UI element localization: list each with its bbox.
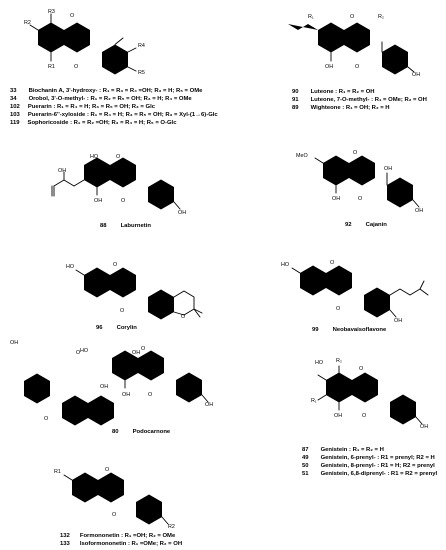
atom-oh: OH [394,318,403,324]
atom-o: O [44,416,49,422]
atom-ho: HO [281,262,290,268]
structure-80-lower [24,374,114,426]
atom-o: O [70,13,75,19]
atom-oh: OH [94,198,103,204]
compound-87: 87 Genistein : R₁ = R₂ = H [302,447,384,453]
atom-r4: R4 [138,43,145,49]
atom-o: O [120,308,125,314]
compound-89: 89 Wighteone : R₁ = OH; R₂ = H [292,105,390,111]
atom-r1: R1 [48,64,55,70]
atom-r1: R1 [54,469,61,475]
atom-oh: OH [205,402,214,408]
atom-ho: HO [315,360,324,366]
atom-oh: OH [58,168,67,174]
atom-oh: OH [325,64,334,70]
compound-91: 91 Luteone, 7-O-methyl- : R₁ = OMe; R₂ = OH [292,97,427,103]
compound-51: 51 Genistein, 6,8-diprenyl- : R1 = R2 = prenyl [302,471,438,477]
atom-o: O [141,346,146,352]
compound-96: 96 Corylin [96,325,137,331]
atom-oh: OH [415,208,424,214]
atom-o: O [350,14,355,20]
atom-oh: OH [420,424,429,430]
structure-92 [315,156,419,208]
atom-oh: OH [100,384,109,390]
compound-103: 103 Puerarin-6''-xyloside : R₁ = R₄ = H; R₃ = R₅ = OH; R₃ = Xyl-(1→6)-Glc [10,112,218,118]
atom-r2: R2 [168,524,175,530]
atom-oh: OH [132,350,141,356]
atom-oh: OH [10,340,19,346]
atom-r3: R3 [48,9,55,15]
compound-102: 102 Puerarin : R₁ = R₄ = H; R₃ = R₅ = OH; R₃ = Glc [10,104,155,110]
atom-o: O [330,260,335,266]
structure-96 [76,268,202,320]
compound-99: 99 Neobavaisoflavone [312,327,387,333]
atom-o: O [355,64,360,70]
structure-99 [292,266,428,318]
compound-33: 33 Biochanin A, 3'-hydroxy- : R₁ = R₃ = R₄ =OH; R₃ = H; R₅ = OMe [10,88,203,94]
atom-r1: R₁ [311,398,317,404]
prenyl-90 [288,24,318,40]
atom-o: O [105,467,110,473]
structure-88 [52,158,180,210]
atom-oh: OH [178,210,187,216]
atom-oh: OH [412,72,421,78]
atom-ho: HO [80,348,89,354]
atom-r5: R5 [138,70,145,76]
atom-o: O [121,198,126,204]
compound-119: 119 Sophoricoside : R₁ = R₂ =OH; R₃ = R₄ = H; R₅ = O-Glc [10,120,177,126]
atom-r2: R2 [24,20,31,26]
atom-o: O [74,64,79,70]
compound-132: 132 Formononetin : R₁ =OH; R₂ = OMe [60,533,176,539]
structure-33-34-102-103-119 [30,14,136,75]
atom-oh: OH [334,413,343,419]
atom-ho: HO [66,264,75,270]
atom-o: O [336,306,341,312]
atom-o: O [358,196,363,202]
compound-80: 80 Podocarnone [112,429,171,435]
atom-o: O [359,366,364,372]
atom-o: O [116,154,121,160]
compound-88: 88 Laburnetin [100,223,151,229]
atom-o: O [76,350,81,356]
compound-34: 34 Orobol, 3'-O-methyl- : R₁ = R₂ = R₅ = OH; R₃ = H; R₄ = OMe [10,96,192,102]
atom-r2: R₂ [378,14,384,20]
atom-o: O [181,314,186,320]
compound-49: 49 Genistein, 6-prenyl- : R1 = prenyl; R2 = H [302,455,435,461]
atom-r1: R₁ [308,14,314,20]
compound-50: 50 Genistein, 8-prenyl- : R1 = H; R2 = prenyl [302,463,435,469]
atom-r2: R₂ [336,358,342,364]
compound-92: 92 Cajanin [345,222,387,228]
compound-133: 133 Isoformononetin : R₁ =OMe; R₂ = OH [60,541,183,547]
atom-oh: OH [332,196,341,202]
atom-meo: MeO [296,153,308,159]
atom-o: O [362,413,367,419]
atom-o: O [353,150,358,156]
atom-oh: OH [384,166,393,172]
atom-ho: HO [90,154,99,160]
atom-o: O [112,512,117,518]
compound-90: 90 Luteone : R₁ = R₂ = OH [292,89,375,95]
atom-oh: OH [122,392,131,398]
atom-o: O [113,262,118,268]
atom-o: O [148,392,153,398]
